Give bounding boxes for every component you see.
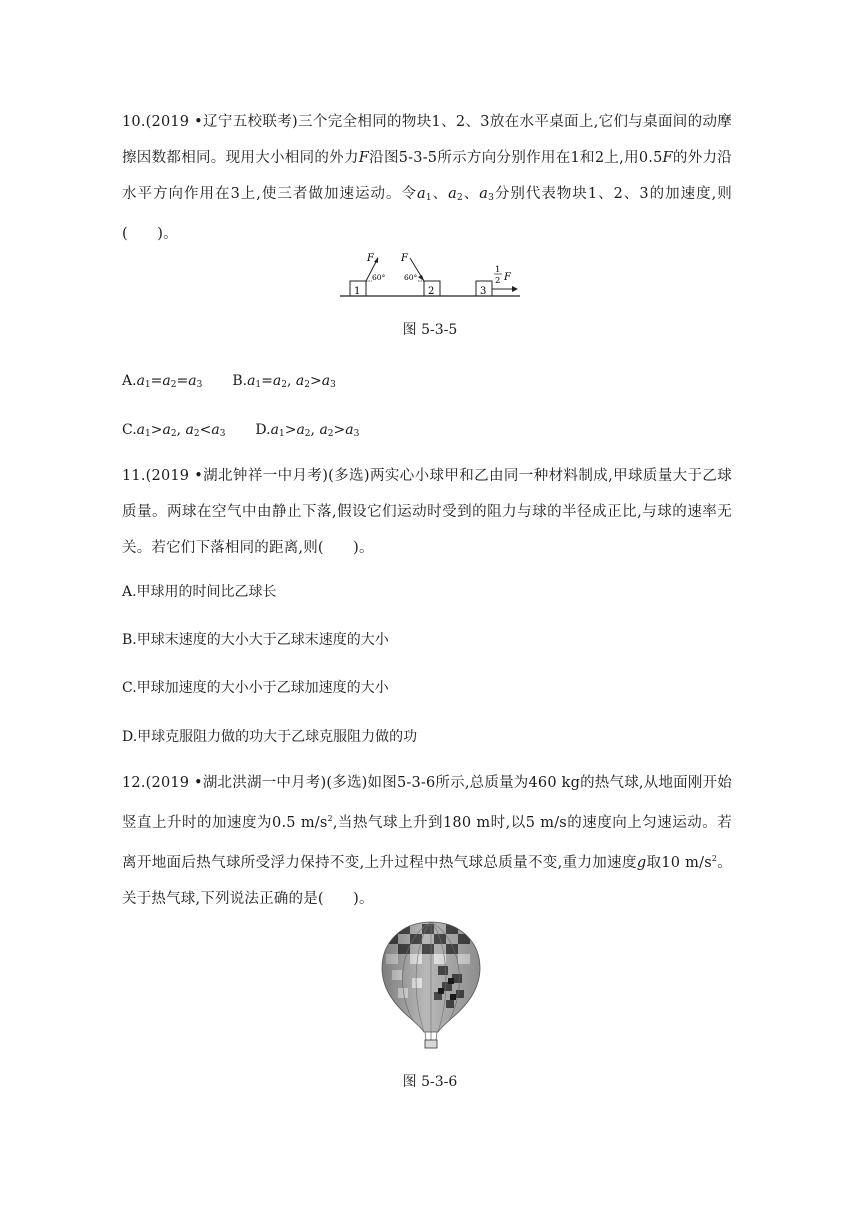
q10-options-row-1 [122,371,336,395]
figure-5-3-5-blocks-diagram [338,250,524,302]
angle-label-2: 60° [404,273,418,282]
half-denominator: 2 [495,276,501,286]
question-source: (2019 •湖北洪湖一中月考) [145,775,327,791]
question-12-text: 12.(2019 •湖北洪湖一中月考)(多选)如图5-3-6所示,总质量为460 kg的热气球,从地面刚开始竖直上升时的加速度为0.5 $m/s^2$,当热气球上升到180 m时,以5 m/s的速度向上匀速运动。若离开地面后热气球所受浮力保持不变,上升过程中热气球总质量不变,重力加速度g取10 $m/s^2$。关于热气球,下列说法正确的是( )。 [122,775,733,907]
block-1-label: 1 [354,286,361,297]
acceleration-symbols: $a_1$、$a_2$、$a_3$ [417,186,495,203]
option-a-label: A. [122,373,137,389]
option-b-label: B. [232,373,248,389]
question-11-text: 11.(2019 •湖北钟祥一中月考)(多选)两实心小球甲和乙由同一种材料制成,甲球质量大于乙球质量。两球在空气中由静止下落,假设它们运动时受到的阻力与球的半径成正比,与球的速率无关。若它们下落相同的距离,则( )。 [122,468,732,556]
option-d-label: D. [255,422,271,438]
option-c-label: C. [122,422,137,438]
option-d-text: $a_1>a_2$, $a_2>a_3$ [270,422,360,439]
block-2-label: 2 [428,286,435,297]
question-source: (2019 •湖北钟祥一中月考) [145,468,329,484]
option-a-text: $a_1=a_2=a_3$ [136,373,203,390]
question-number: 11. [122,468,146,484]
q11-option-a: A.甲球用的时间比乙球长 [122,584,277,600]
balloon-basket [425,1040,437,1048]
option-b-text: $a_1=a_2$, $a_2>a_3$ [247,373,336,390]
question-number: 12. [122,775,146,791]
half-force-label: F [504,272,511,283]
figure-5-3-6-caption: 图 5-3-6 [402,1074,458,1090]
q11-option-b: B.甲球末速度的大小大于乙球末速度的大小 [122,632,389,648]
question-source: (2019 •辽宁五校联考) [145,114,298,130]
option-c-text: $a_1>a_2$, $a_2<a_3$ [136,422,226,439]
q11-option-c: C.甲球加速度的大小小于乙球加速度的大小 [122,680,389,696]
q10-options-row-2 [122,420,359,444]
force-label-1: F [367,253,374,264]
figure-5-3-6-hot-air-balloon [378,918,484,1050]
half-numerator: 1 [495,265,501,275]
figure-5-3-5-caption: 图 5-3-5 [402,322,458,338]
question-10-text: 10.(2019 •辽宁五校联考)三个完全相同的物块1、2、3放在水平桌面上,它们与桌面间的动摩擦因数都相同。现用大小相同的外力F沿图5-3-5所示方向分别作用在1和2上,用0.5F的外力沿水平方向作用在3上,使三者做加速运动。令$a_1$、$a_2$、$a_3$分别代表物块1、2、3的加速度,则( )。 [122,114,733,242]
question-number: 10. [122,114,146,130]
angle-label-1: 60° [372,273,386,282]
q11-option-d: D.甲球克服阻力做的功大于乙球克服阻力做的功 [122,729,418,745]
force-label-2: F [401,253,408,264]
block-3-label: 3 [480,286,487,297]
